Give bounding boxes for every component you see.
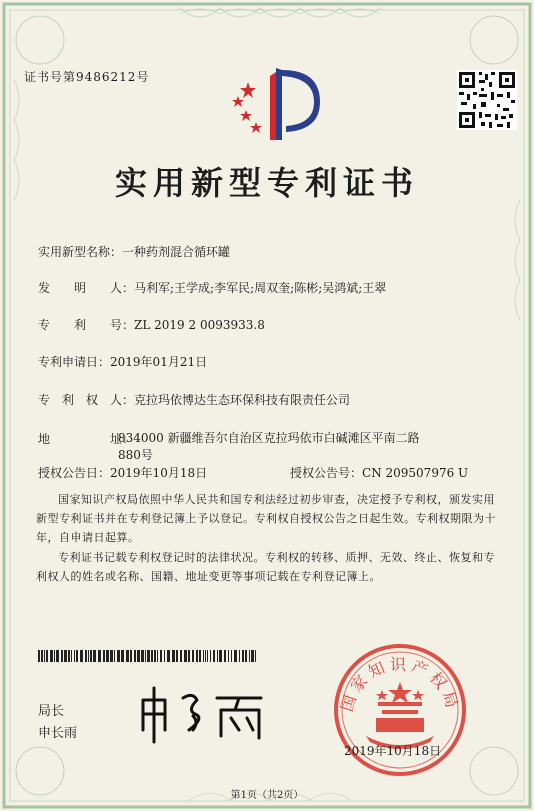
barcode-bar [64,650,67,662]
utility-model-name-label: 实用新型名称： [38,245,123,259]
barcode-bar [137,650,140,662]
barcode-bar [61,650,63,662]
qr-code-icon [457,70,517,130]
barcode-bar [167,650,170,662]
barcode-bar [251,650,254,662]
patent-number-row [38,316,265,333]
utility-model-name-row [38,243,230,260]
barcode-bar [54,650,55,662]
barcode-bar [117,650,120,662]
barcode-bar [228,650,229,662]
grant-number-row [290,464,468,481]
barcode-bar [224,650,226,662]
grant-date-value: 2019年10月18日 [110,466,208,480]
barcode-bar [192,650,194,662]
patentee-row [38,391,350,408]
barcode-bar [71,650,72,662]
barcode-bar [188,650,190,662]
barcode-bar [147,650,150,662]
barcode-bar [103,650,105,662]
certificate-number: 证书号第9486212号 [24,70,150,84]
director-signature [135,680,285,750]
filing-date-label: 专利申请日： [38,355,111,369]
barcode-bar [134,650,136,662]
barcode-bar [114,650,115,662]
barcode-bar [151,650,153,662]
director-name: 申长雨 [38,726,78,741]
barcode-bar [213,650,215,662]
barcode-bar [98,650,101,662]
barcode-bar [205,650,206,662]
barcode-bar [249,650,250,662]
grant-statement-paragraph: 国家知识产权局依照中华人民共和国专利法经过初步审查，决定授予专利权，颁发实用新型专利证书并在专利登记簿上予以登记。专利权自授权公告之日起生效。专利权期限为十年，自申请日起算。 [36,493,496,544]
barcode-bar [207,650,208,662]
barcode-bar [38,650,40,662]
barcode-bar [196,650,198,662]
barcode-bar [199,650,201,662]
grant-date-label: 授权公告日： [38,466,111,480]
barcode-bar [121,650,124,662]
seal-date: 2019年10月18日 [344,744,442,758]
barcode-bar [46,650,48,662]
official-seal [330,640,470,780]
inventor-label: 发 明 人： [38,281,135,295]
barcode-bar [41,650,43,662]
seal-text: 国家知识产权局 [337,655,463,714]
grant-number-value: CN 209507976 U [362,466,469,480]
barcode-bar [239,650,240,662]
address-label: 地 址： [38,432,135,446]
barcode-bar [110,650,113,662]
barcode-bar [80,650,83,662]
barcode-bar [90,650,92,662]
barcode-bar [203,650,204,662]
cnipa-emblem-icon [226,62,322,146]
legal-status-paragraph: 专利证书记载专利权登记时的法律状况。专利权的转移、质押、无效、终止、恢复和专利权人的姓名或名称、国籍、地址变更等事项记载在专利登记簿上。 [36,551,495,583]
barcode-bar [234,650,237,662]
barcode-bar [154,650,156,662]
barcode-bar [74,650,75,662]
barcode-bar [93,650,96,662]
barcode-bar [88,650,89,662]
utility-model-name-value: 一种药剂混合循环罐 [122,245,231,259]
patent-number-label: 专 利 号： [38,318,135,332]
barcode-bar [242,650,244,662]
patent-number-value: ZL 2019 2 0093933.8 [134,318,265,332]
barcode-bar [231,650,232,662]
barcode-bar [130,650,132,662]
grant-number-label: 授权公告号： [290,466,363,480]
barcode-bar [126,650,129,662]
barcode-bar [141,650,144,662]
barcode-bar [76,650,78,662]
barcode-bar [50,650,53,662]
barcode-bar [210,650,211,662]
barcode-bar [85,650,87,662]
address-value: 834000 新疆维吾尔自治区克拉玛依市白碱滩区平南二路880号 [118,431,420,462]
filing-date-row [38,353,207,370]
barcode-bar [255,650,256,662]
barcode-bar [44,650,45,662]
barcode-bar [172,650,175,662]
director-title: 局长 [38,704,65,719]
grant-date-row [38,464,207,481]
barcode-bar [106,650,109,662]
barcode-bar [245,650,247,662]
barcode-bar [219,650,222,662]
barcode-bar [160,650,162,662]
page-indicator: 第1页（共2页） [230,790,304,801]
filing-date-value: 2019年01月21日 [110,355,208,369]
barcode-bar [217,650,218,662]
patentee-label: 专 利 权 人： [38,393,135,407]
barcode-bar [145,650,146,662]
barcode-bar [180,650,182,662]
barcode-bar [68,650,70,662]
barcode-bar [56,650,59,662]
certificate-title: 实用新型专利证书 [114,164,419,202]
patentee-value: 克拉玛依博达生态环保科技有限责任公司 [134,393,351,407]
barcode-bar [184,650,187,662]
barcode-bar [157,650,158,662]
inventor-value: 马利军;王学成;李军民;周双奎;陈彬;吴鸿斌;王翠 [134,281,387,295]
inventor-row [38,279,386,296]
barcode-bar [164,650,165,662]
barcode-bar [176,650,178,662]
barcode-icon [38,650,258,662]
